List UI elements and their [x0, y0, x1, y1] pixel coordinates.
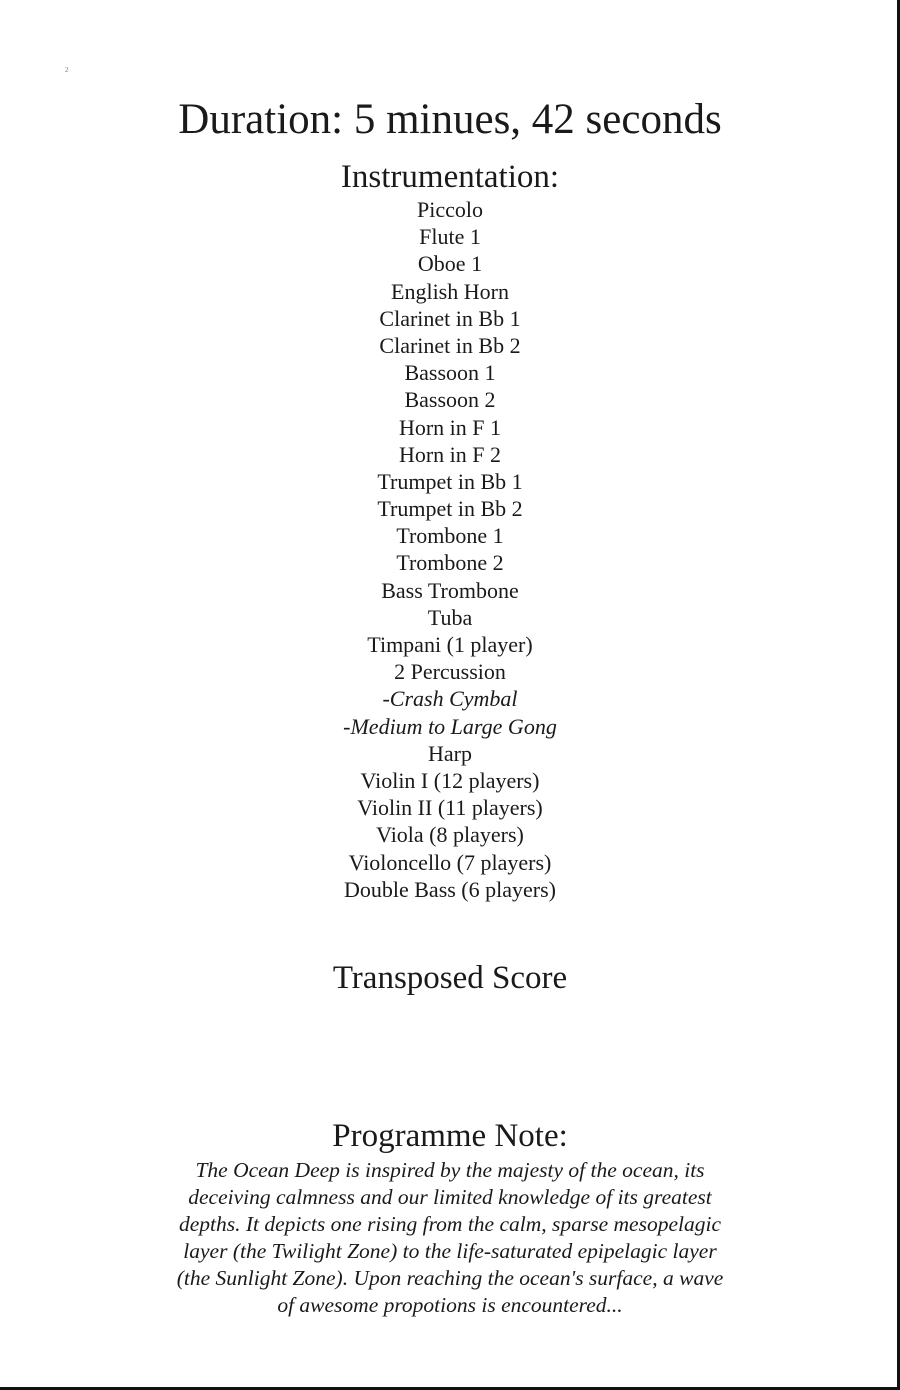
instrumentation-list	[0, 196, 900, 903]
score-type-label: Transposed Score	[332, 960, 568, 996]
programme-note-line: (the Sunlight Zone). Upon reaching the ocean's surface, a wave	[176, 1266, 724, 1290]
instrument-item: Harp	[428, 740, 472, 766]
instrument-item: Horn in F 1	[398, 414, 502, 440]
instrumentation-heading: Instrumentation:	[340, 159, 560, 195]
programme-note-line: deceiving calmness and our limited knowledge of its greatest	[188, 1185, 712, 1209]
programme-note-body	[150, 1157, 750, 1319]
instrument-item: Horn in F 2	[398, 441, 502, 467]
programme-note-line: of awesome propotions is encountered...	[277, 1293, 623, 1317]
duration-heading: Duration: 5 minues, 42 seconds	[178, 96, 722, 143]
instrument-item: Viola (8 players)	[376, 822, 524, 848]
instrument-item: Timpani (1 player)	[367, 632, 533, 657]
instrument-item: Tuba	[427, 604, 473, 630]
instrument-item: Trombone 1	[396, 523, 504, 549]
instrument-item: Violin I (12 players)	[360, 767, 540, 793]
instrument-item: Trumpet in Bb 2	[377, 496, 523, 522]
instrument-item: 2 Percussion	[394, 659, 506, 685]
instrument-item: Bass Trombone	[381, 577, 519, 603]
programme-note-line: The Ocean Deep is inspired by the majesty of the ocean, its	[195, 1158, 705, 1182]
instrument-item: Bassoon 1	[404, 360, 496, 386]
instrument-item: -Medium to Large Gong	[343, 713, 557, 739]
instrument-item: Violoncello (7 players)	[348, 849, 552, 875]
instrument-item: Bassoon 2	[404, 387, 496, 413]
instrument-item: English Horn	[391, 278, 509, 304]
instrument-item: Trumpet in Bb 1	[377, 468, 523, 494]
instrument-item: Clarinet in Bb 1	[379, 305, 521, 331]
instrument-item: -Crash Cymbal	[382, 686, 518, 712]
instrument-item: Piccolo	[417, 197, 483, 222]
instrument-item: Double Bass (6 players)	[343, 876, 556, 902]
instrument-item: Trombone 2	[396, 550, 504, 576]
instrument-item: Oboe 1	[417, 251, 483, 277]
programme-note-heading: Programme Note:	[332, 1118, 568, 1154]
instrument-item: Violin II (11 players)	[357, 795, 543, 821]
programme-note-line: layer (the Twilight Zone) to the life-saturated epipelagic layer	[183, 1239, 717, 1263]
programme-note-line: depths. It depicts one rising from the calm, sparse mesopelagic	[178, 1212, 721, 1236]
instrument-item: Flute 1	[419, 224, 481, 250]
instrument-item: Clarinet in Bb 2	[379, 332, 521, 358]
page-marker: 2	[65, 66, 69, 74]
